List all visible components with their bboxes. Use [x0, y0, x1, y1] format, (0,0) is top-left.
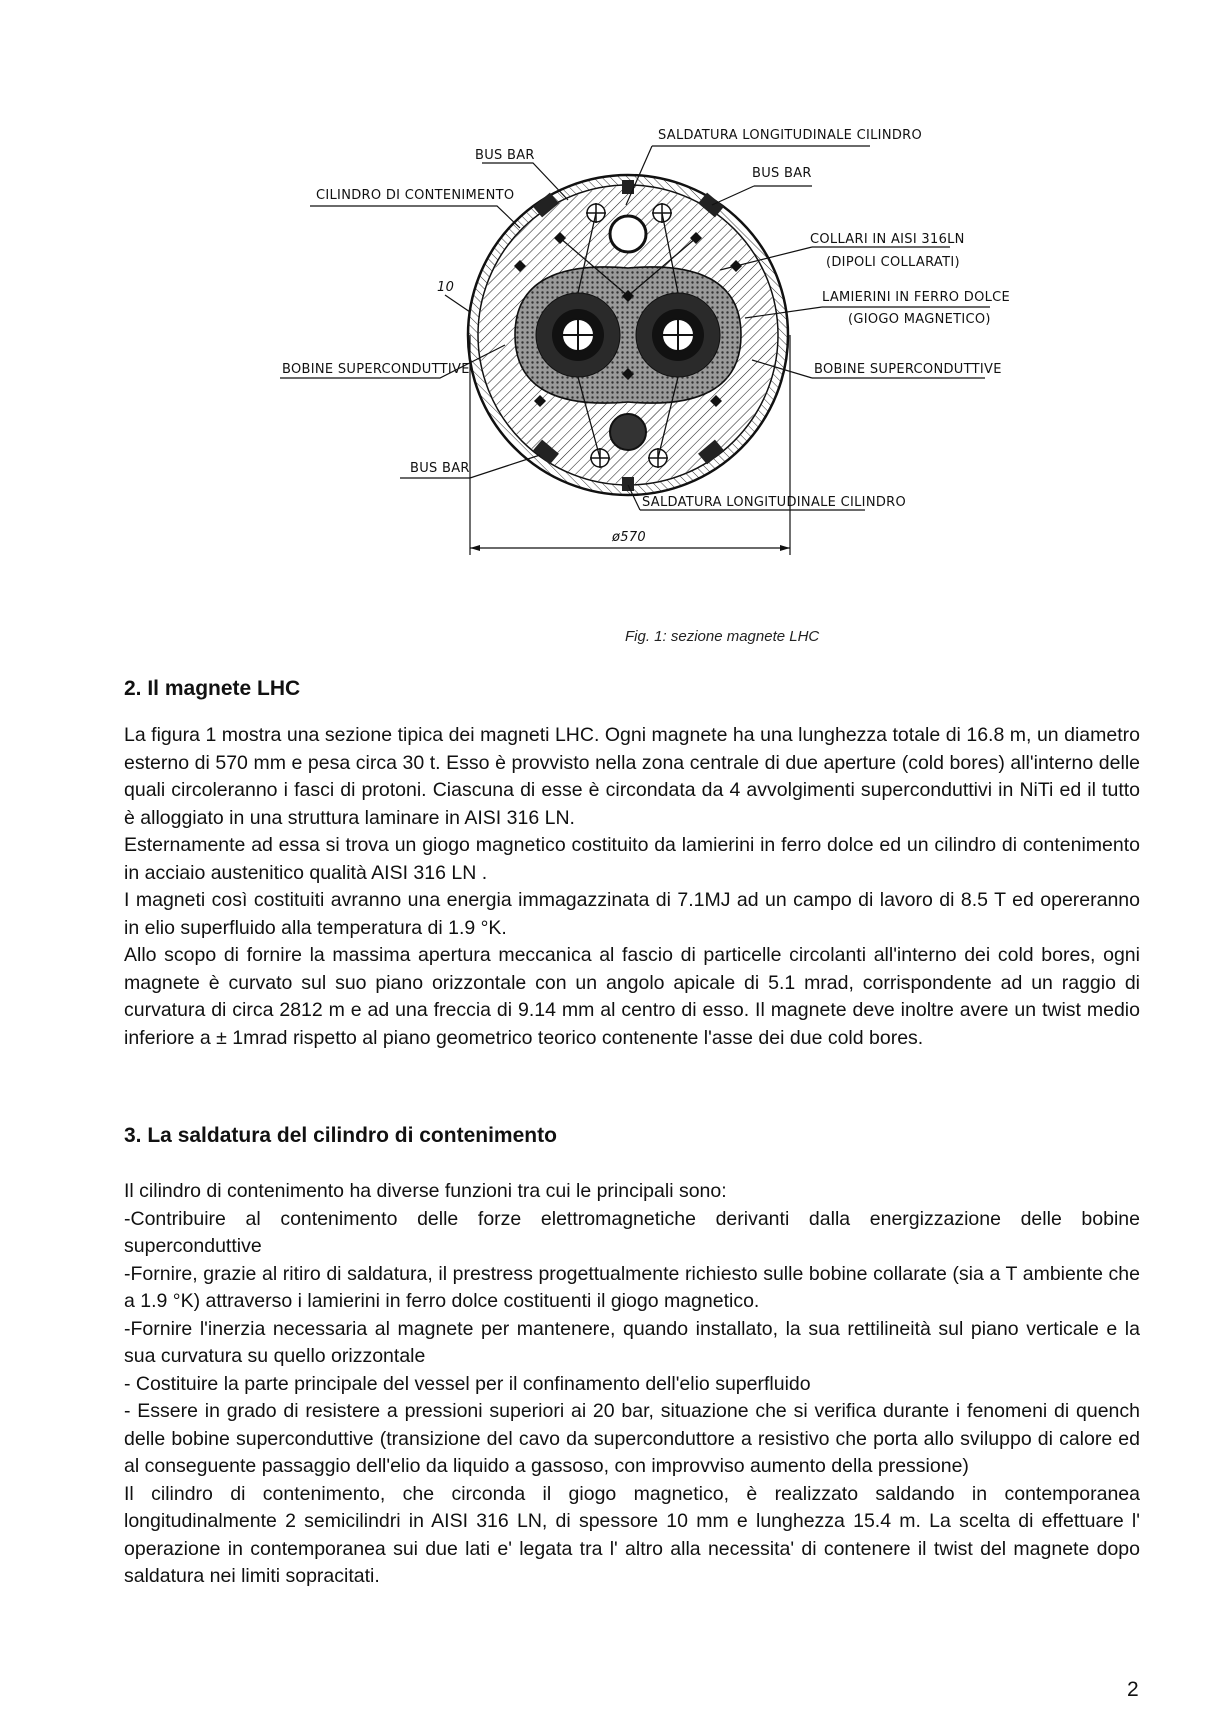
label-collari-1: COLLARI IN AISI 316LN: [810, 232, 965, 247]
label-saldatura-bottom: SALDATURA LONGITUDINALE CILINDRO: [642, 495, 907, 510]
section-3-paragraph: - Essere in grado di resistere a pressioni superiori ai 20 bar, situazione che si verifica durante i fenomeni di quench delle bobine superconduttive (transizione del cavo da superconduttore a resistivo che porta allo sviluppo di calore ed al conseguente passaggio dell'elio da liquido a gassoso, con improvviso aumento della pressione): [124, 1400, 1140, 1477]
label-diameter: ø570: [612, 530, 646, 545]
magnet-drawing: [0, 0, 1210, 660]
section-3-body: [124, 1178, 1140, 1591]
label-bus-bar-right: BUS BAR: [752, 166, 812, 181]
label-saldatura-top: SALDATURA LONGITUDINALE CILINDRO: [658, 128, 923, 143]
section-2-paragraph: Allo scopo di fornire la massima apertura meccanica al fascio di particelle circolanti all'interno dei cold bores, ogni magnete è curvato sul suo piano orizzontale con un angolo apicale di 5.1 mrad, corrispondente ad un raggio di curvatura di circa 2812 m e ad una freccia di 9.14 mm al centro di esso. Il magnete deve inoltre avere un twist medio inferiore a ± 1mrad rispetto al piano geometrico teorico contenente l'asse dei due cold bores.: [124, 944, 1140, 1049]
section-3-paragraph: - Costituire la parte principale del vessel per il confinamento dell'elio superfluido: [124, 1372, 811, 1395]
section-3-paragraph: -Contribuire al contenimento delle forze elettromagnetiche derivanti dalla energizzazione delle bobine superconduttive: [124, 1207, 1140, 1257]
cold-bore-left: [536, 293, 620, 377]
section-3-heading: 3. La saldatura del cilindro di contenimento: [124, 1124, 557, 1147]
label-bus-bar-left: BUS BAR: [475, 148, 535, 163]
section-3-paragraph: -Fornire, grazie al ritiro di saldatura, il prestress progettualmente richiesto sulle bobine collarate (sia a T ambiente che a 1.9 °K) attraverso i lamierini in ferro dolce costituenti il giogo magnetico.: [124, 1262, 1140, 1312]
section-3-paragraph: -Fornire l'inerzia necessaria al magnete per mantenere, quando installato, la sua rettilineità sul piano verticale e la sua curvatura su quello orizzontale: [124, 1317, 1140, 1367]
section-2-heading: 2. Il magnete LHC: [124, 677, 301, 700]
section-2-paragraph: Esternamente ad essa si trova un giogo magnetico costituito da lamierini in ferro dolce ed un cilindro di contenimento in acciaio austenitico qualità AISI 316 LN .: [124, 834, 1140, 884]
magnet-cross-section-figure: [0, 0, 1210, 660]
page-number: 2: [1127, 1678, 1139, 1701]
section-3-paragraph: Il cilindro di contenimento ha diverse funzioni tra cui le principali sono:: [124, 1180, 727, 1202]
label-lamierini-1: LAMIERINI IN FERRO DOLCE: [822, 290, 1011, 305]
label-cilindro: CILINDRO DI CONTENIMENTO: [316, 188, 515, 203]
section-2-body: [124, 722, 1140, 1052]
section-3-paragraph: Il cilindro di contenimento, che circonda il giogo magnetico, è realizzato saldando in contemporanea longitudinalmente 2 semicilindri in AISI 316 LN, di spessore 10 mm e lunghezza 15.4 m. La scelta di effettuare l' operazione in contemporanea sui due lati e' legata tra l' altro alla necessita' di contenere il twist del magnete dopo saldatura nei limiti sopracitati.: [124, 1482, 1140, 1587]
label-lamierini-2: (GIOGO MAGNETICO): [848, 312, 991, 327]
section-2-paragraph: La figura 1 mostra una sezione tipica dei magneti LHC. Ogni magnete ha una lunghezza totale di 16.8 m, un diametro esterno di 570 mm e pesa circa 30 t. Esso è provvisto nella zona centrale di due aperture (cold bores) all'interno delle quali circoleranno i fasci di protoni. Ciascuna di esse è circondata da 4 avvolgimenti superconduttivi in NiTi ed il tutto è alloggiato in una struttura laminare in AISI 316 LN.: [124, 724, 1140, 829]
section-2-paragraph: I magneti così costituiti avranno una energia immagazzinata di 7.1MJ ad un campo di lavoro di 8.5 T ed opereranno in elio superfluido alla temperatura di 1.9 °K.: [124, 889, 1140, 939]
label-collari-2: (DIPOLI COLLARATI): [826, 255, 960, 270]
cold-bore-right: [636, 293, 720, 377]
label-bobine-right: BOBINE SUPERCONDUTTIVE: [814, 362, 1002, 377]
label-bus-bar-bottom: BUS BAR: [410, 461, 470, 476]
figure-caption: Fig. 1: sezione magnete LHC: [625, 628, 820, 645]
label-bobine-left: BOBINE SUPERCONDUTTIVE: [282, 362, 470, 377]
label-ten: 10: [437, 280, 455, 295]
